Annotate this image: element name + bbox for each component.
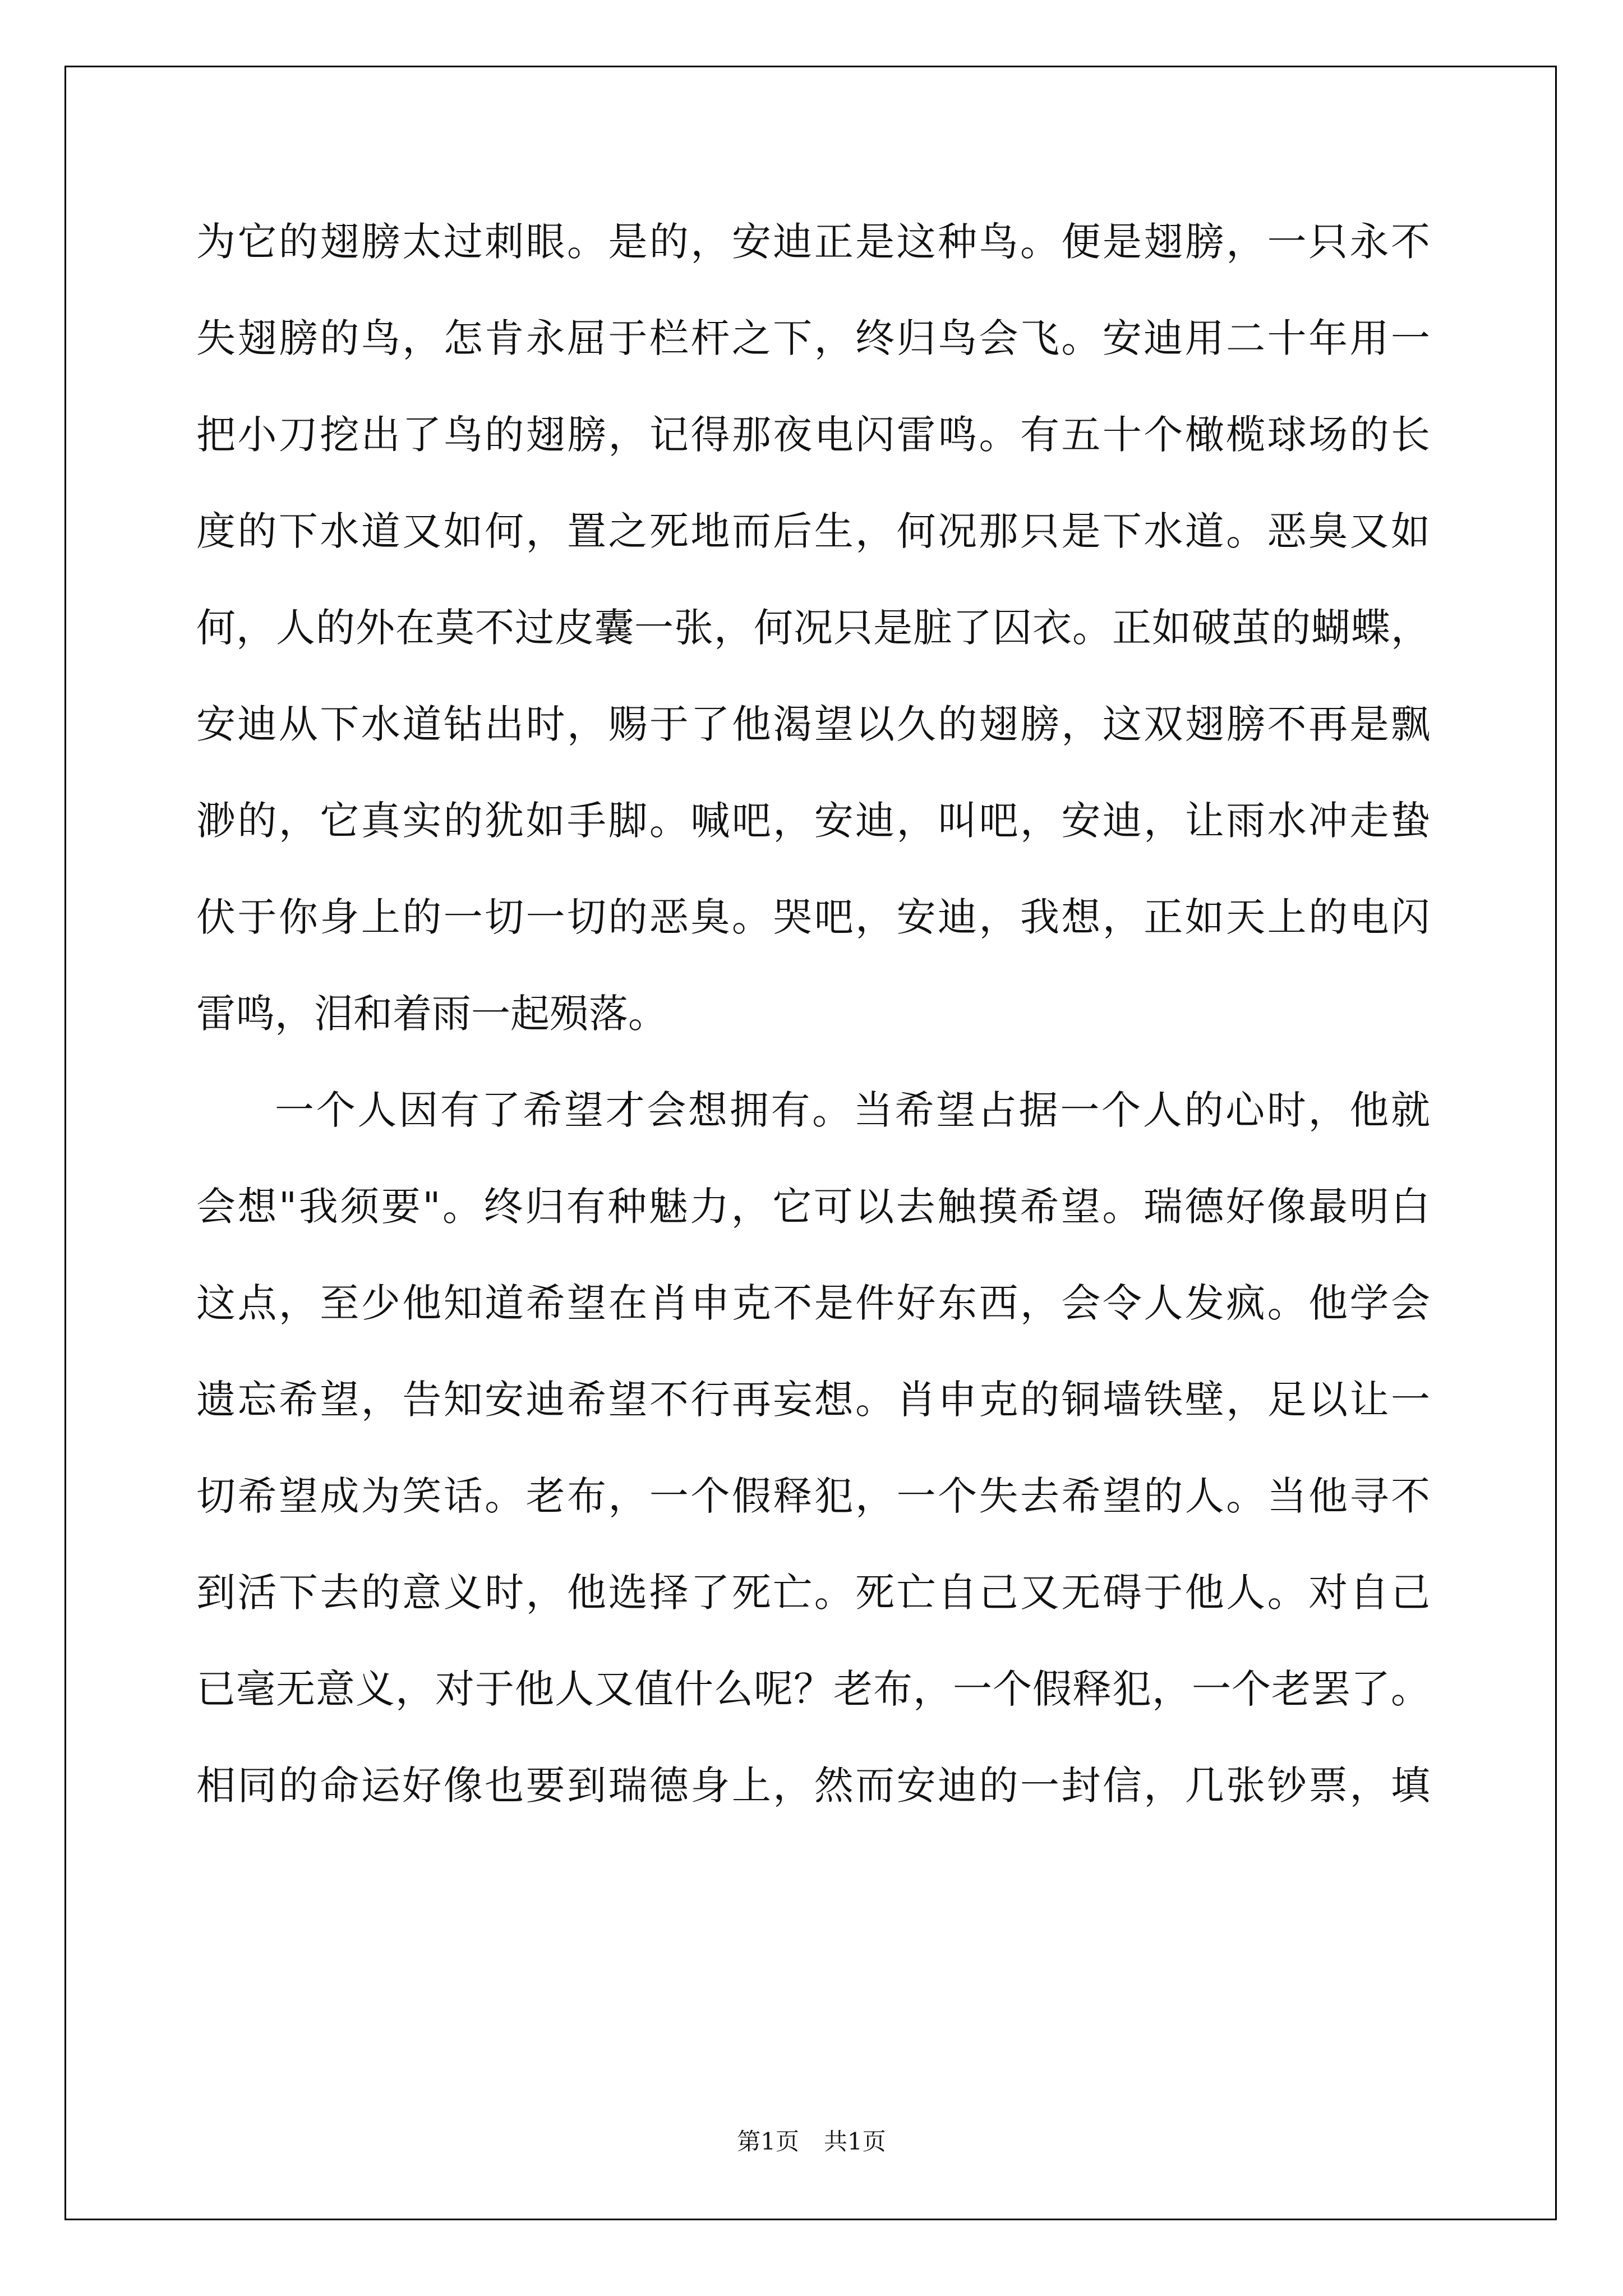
text-line: 把小刀挖出了鸟的翅膀，记得那夜电闪雷鸣。有五十个橄榄球场的长 [196, 412, 1430, 458]
text-line: 渺的，它真实的犹如手脚。喊吧，安迪，叫吧，安迪，让雨水冲走蛰 [196, 798, 1430, 844]
text-line: 为它的翅膀太过刺眼。是的，安迪正是这种鸟。便是翅膀，一只永不 [196, 219, 1430, 265]
text-line: 何，人的外在莫不过皮囊一张，何况只是脏了囚衣。正如破茧的蝴蝶， [196, 605, 1430, 651]
text-line: 失翅膀的鸟，怎肯永屈于栏杆之下，终归鸟会飞。安迪用二十年用一 [196, 315, 1430, 361]
text-line: 伏于你身上的一切一切的恶臭。哭吧，安迪，我想，正如天上的电闪 [196, 894, 1430, 940]
text-line: 相同的命运好像也要到瑞德身上，然而安迪的一封信，几张钞票，填 [196, 1763, 1430, 1809]
text-line: 度的下水道又如何，置之死地而后生，何况那只是下水道。恶臭又如 [196, 508, 1430, 554]
text-line: 雷鸣，泪和着雨一起殒落。 [196, 991, 667, 1037]
text-line: 一个人因有了希望才会想拥有。当希望占据一个人的心时，他就 [275, 1087, 1430, 1133]
text-line: 会想"我须要"。终归有种魅力，它可以去触摸希望。瑞德好像最明白 [196, 1184, 1430, 1230]
text-line: 切希望成为笑话。老布，一个假释犯，一个失去希望的人。当他寻不 [196, 1473, 1430, 1519]
text-line: 这点，至少他知道希望在肖申克不是件好东西，会令人发疯。他学会 [196, 1280, 1430, 1326]
page-frame [64, 66, 1557, 2220]
text-line: 安迪从下水道钻出时，赐于了他渴望以久的翅膀，这双翅膀不再是飘 [196, 701, 1430, 747]
text-line: 遗忘希望，告知安迪希望不行再妄想。肖申克的铜墙铁壁，足以让一 [196, 1377, 1430, 1423]
text-line: 已毫无意义，对于他人又值什么呢？老布，一个假释犯，一个老罢了。 [196, 1666, 1430, 1712]
page-number: 第1页 [737, 2128, 799, 2155]
page-footer [0, 2125, 1623, 2159]
page-total: 共1页 [824, 2128, 886, 2155]
text-line: 到活下去的意义时，他选择了死亡。死亡自己又无碍于他人。对自己 [196, 1570, 1430, 1616]
